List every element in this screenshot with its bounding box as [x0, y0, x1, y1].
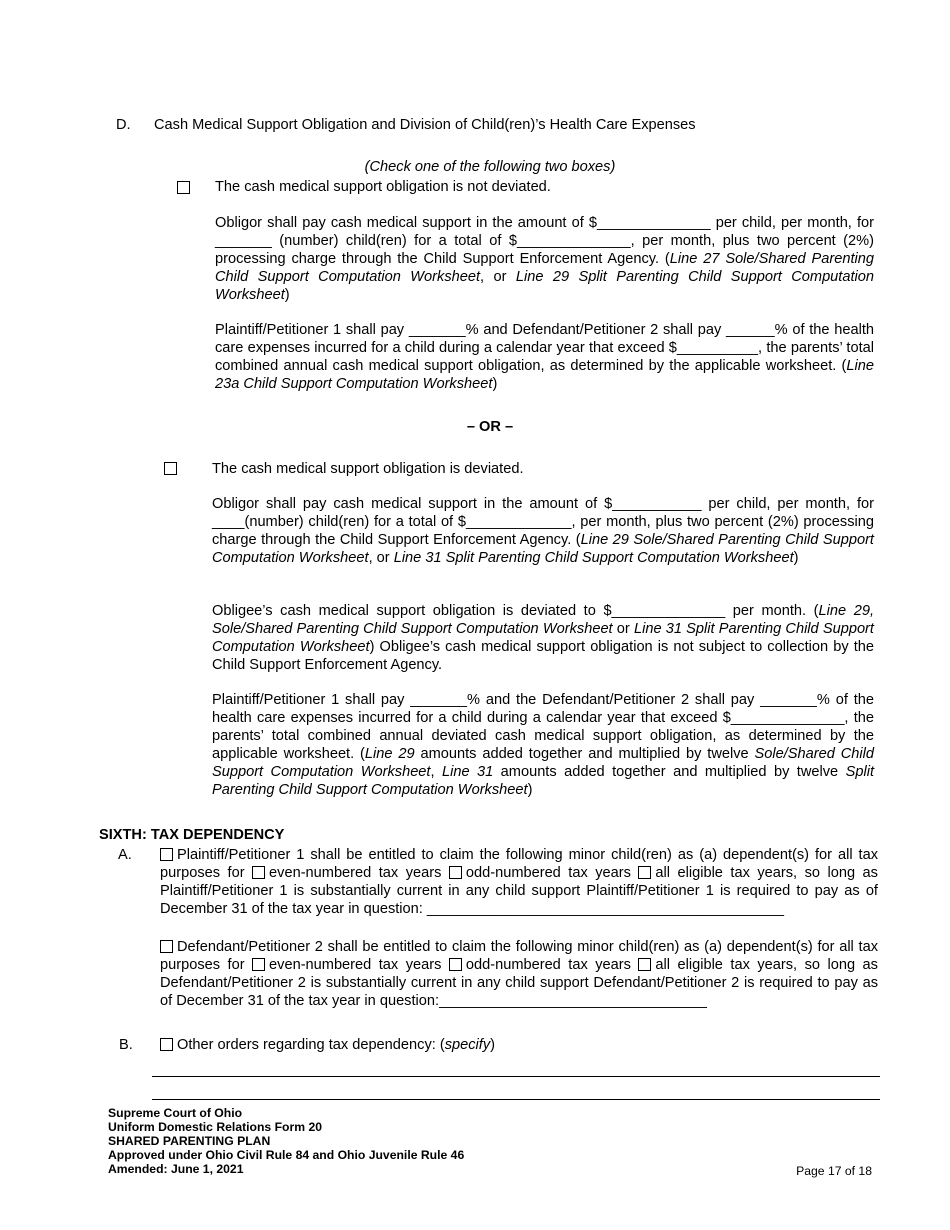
not-deviated-obligor-paragraph: Obligor shall pay cash medical support in the amount of $______________ per child, per month, for _______ (number) child(ren) for a total of $______________, per month, plus two percent (2%) processing charge through the Child Support Enforcement Agency. (Line 27 Sole/Shared Parenting Child Support Computation Worksheet, or Line 29 Split Parenting Child Support Computation Worksheet) [215, 215, 874, 303]
defendant-dependency-checkbox[interactable] [160, 940, 173, 953]
deviated-label: The cash medical support obligation is deviated. [212, 461, 524, 477]
item-a-letter: A. [118, 847, 132, 863]
defendant-even-years-checkbox[interactable] [252, 958, 265, 971]
not-deviated-label: The cash medical support obligation is not deviated. [215, 179, 551, 195]
footer-amended: Amended: June 1, 2021 [108, 1162, 244, 1176]
footer-form-title: SHARED PARENTING PLAN [108, 1134, 271, 1148]
footer-court: Supreme Court of Ohio [108, 1106, 243, 1120]
deviated-expenses-paragraph: Plaintiff/Petitioner 1 shall pay _______% and the Defendant/Petitioner 2 shall pay _______% of the health care expenses incurred for a child during a calendar year that exceed $______________, the parents’ total combined annual deviated cash medical support obligation, as determined by the applicable worksheet. (Line 29 amounts added together and multiplied by twelve Sole/Shared Child Support Computation Worksheet, Line 31 amounts added together and multiplied by twelve Split Parenting Child Support Computation Worksheet) [212, 692, 874, 798]
other-orders-checkbox[interactable] [160, 1038, 173, 1051]
sixth-heading: SIXTH: TAX DEPENDENCY [99, 827, 285, 843]
footer-approval: Approved under Ohio Civil Rule 84 and Ohio Juvenile Rule 46 [108, 1148, 465, 1162]
not-deviated-checkbox[interactable] [177, 181, 190, 194]
footer-divider [152, 1099, 880, 1100]
other-orders-line: Other orders regarding tax dependency: (specify) [160, 1036, 495, 1054]
defendant-all-years-checkbox[interactable] [638, 958, 651, 971]
plaintiff-even-years-checkbox[interactable] [252, 866, 265, 879]
plaintiff-dependency-paragraph: Plaintiff/Petitioner 1 shall be entitled to claim the following minor child(ren) as (a) dependent(s) for all tax purposes for even-numbered tax years odd-numbered tax years all eligible tax years, so long as Plaintiff/Petitioner 1 is substantially current in any child support Plaintiff/Petitioner 1 is required to pay as of December 31 of the tax year in question: ____________________________________________ [160, 847, 878, 917]
section-d-title: Cash Medical Support Obligation and Division of Child(ren)’s Health Care Expenses [154, 117, 696, 133]
footer-block [108, 1106, 464, 1176]
plaintiff-dependency-checkbox[interactable] [160, 848, 173, 861]
deviated-obligor-paragraph: Obligor shall pay cash medical support in the amount of $___________ per child, per month, for ____(number) child(ren) for a total of $_____________, per month, plus two percent (2%) processing charge through the Child Support Enforcement Agency. (Line 29 Sole/Shared Parenting Child Support Computation Worksheet, or Line 31 Split Parenting Child Support Computation Worksheet) [212, 496, 874, 566]
or-separator: – OR – [466, 419, 514, 435]
footer-form-number: Uniform Domestic Relations Form 20 [108, 1120, 323, 1134]
item-b-letter: B. [119, 1037, 133, 1053]
plaintiff-odd-years-checkbox[interactable] [449, 866, 462, 879]
check-instruction: (Check one of the following two boxes) [364, 159, 616, 175]
page-number: Page 17 of 18 [796, 1164, 872, 1178]
defendant-odd-years-checkbox[interactable] [449, 958, 462, 971]
defendant-dependency-paragraph: Defendant/Petitioner 2 shall be entitled to claim the following minor child(ren) as (a) dependent(s) for all tax purposes for even-numbered tax years odd-numbered tax years all eligible tax years, so long as Defendant/Petitioner 2 is substantially current in any child support Defendant/Petitioner 2 is required to pay as of December 31 of the tax year in question:_________________________________ [160, 939, 878, 1009]
section-d-letter: D. [116, 117, 131, 133]
specify-blank-line[interactable] [152, 1076, 880, 1077]
deviated-obligee-paragraph: Obligee’s cash medical support obligation is deviated to $______________ per month. (Line 29, Sole/Shared Parenting Child Support Computation Worksheet or Line 31 Split Parenting Child Support Computation Worksheet) Obligee’s cash medical support obligation is not subject to collection by the Child Support Enforcement Agency. [212, 603, 874, 673]
not-deviated-expenses-paragraph: Plaintiff/Petitioner 1 shall pay _______% and Defendant/Petitioner 2 shall pay ______% of the health care expenses incurred for a child during a calendar year that exceed $__________, the parents’ total combined annual cash medical support obligation, as determined by the applicable worksheet. (Line 23a Child Support Computation Worksheet) [215, 322, 874, 392]
plaintiff-all-years-checkbox[interactable] [638, 866, 651, 879]
deviated-checkbox[interactable] [164, 462, 177, 475]
